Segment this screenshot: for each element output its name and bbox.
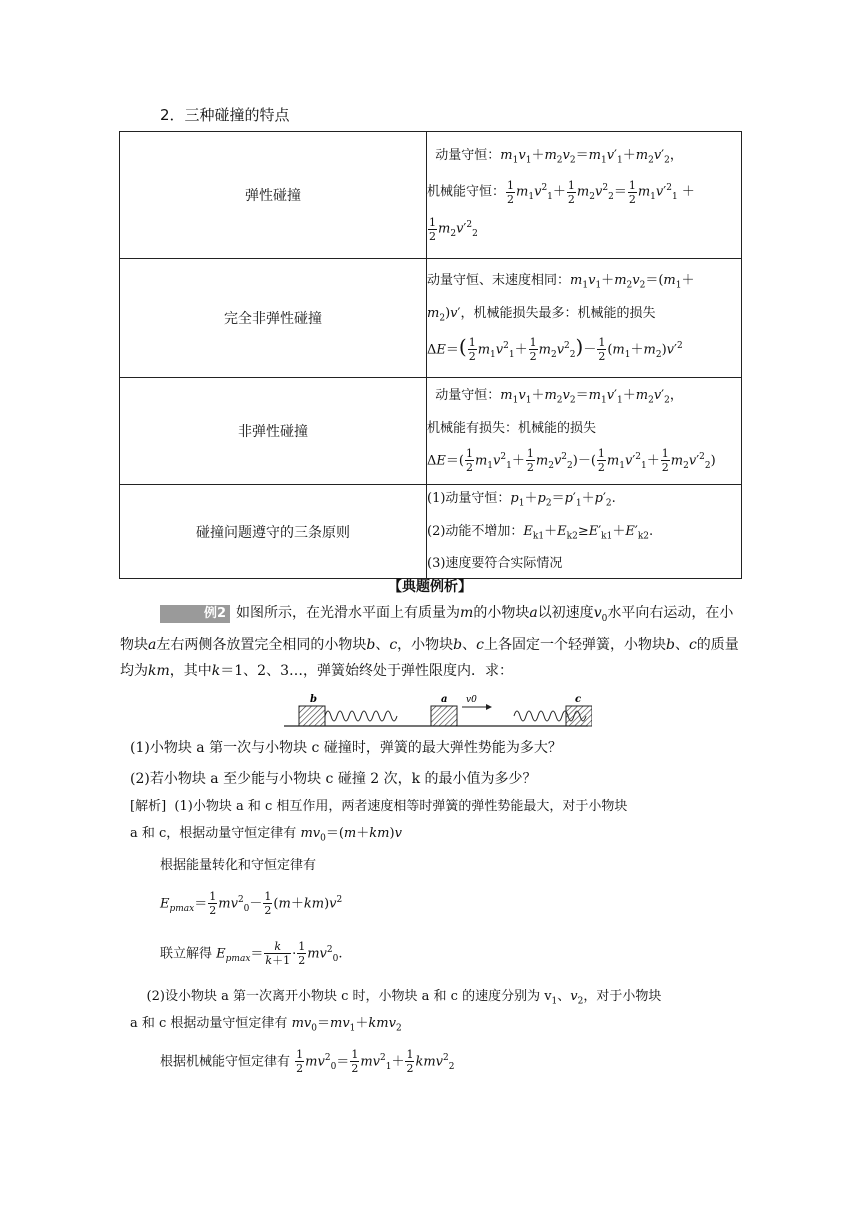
solution-formula: $E_{pmax}=$ $\frac{1}{2}$ $mv^2_0-$ $\frac{1}{2}$ $(m+km)v^2$	[160, 890, 343, 918]
collision-type: 碰撞问题遵守的三条原则	[120, 485, 427, 579]
label-c: c	[575, 694, 582, 705]
table-row	[120, 259, 742, 378]
label-a: a	[441, 694, 448, 705]
collision-type: 弹性碰撞	[120, 132, 427, 259]
collision-description: (1)动量守恒：$p_1+p_2=p'_1+p'_2$. (2)动能不增加：$E_{k1}+E_{k2}\ge E'_{k1}+E'_{k2}$. (3)速度要符合实际情况	[427, 485, 742, 579]
table-row	[120, 378, 742, 485]
label-v0: v0	[466, 695, 477, 705]
collision-description: 动量守恒、末速度相同：$m_1v_1+m_2v_2=(m_1+$ $m_2)v'$，机械能损失最多：机械能的损失 ΔE＝( $\frac{1}{2}$ $m_1v^2_1+$ $\frac{1}{2}$ $m_2v^2_2)-$ $\frac{1}{2}$ $(m_1+m_2)v'^2$	[427, 259, 742, 378]
section-title: 2．三种碰撞的特点	[160, 106, 290, 124]
example-problem: 例2 如图所示，在光滑水平面上有质量为m的小物块a以初速度$v_0$水平向右运动，在小物块a左右两侧各放置完全相同的小物块b、c，小物块b、c上各固定一个轻弹簧，小物块b、c的质量均为km，其中k＝1、2、3…，弹簧始终处于弹性限度内．求：	[120, 605, 739, 679]
table-row	[120, 485, 742, 579]
example-badge: 例2	[160, 605, 230, 623]
typical-example-heading: 【典题例析】	[388, 579, 472, 595]
collision-description: 动量守恒：$m_1v_1+m_2v_2=m_1v'_1+m_2v'_2$， 机械能守恒： $\frac{1}{2}$ $m_1v^2_1+$ $\frac{1}{2}$ $m_2v^2_2=$ $\frac{1}{2}$ $m_1v'^2_1$ ＋ $\frac{1}{2}$ $m_2v'^2_2$	[427, 132, 742, 259]
collision-type: 完全非弹性碰撞	[120, 259, 427, 378]
block-c	[566, 706, 592, 726]
question-2: (2)若小物块 a 至少能与小物块 c 碰撞 2 次，k 的最小值为多少？	[130, 771, 537, 787]
spring-left	[325, 711, 397, 721]
solution-line: 根据能量转化和守恒定律有	[160, 858, 317, 873]
collision-type: 非弹性碰撞	[120, 378, 427, 485]
spring-blocks-figure	[282, 690, 592, 730]
solution-line: a 和 c 根据动量守恒定律有 $mv_0=mv_1+kmv_2$	[130, 1016, 402, 1034]
question-1: (1)小物块 a 第一次与小物块 c 碰撞时，弹簧的最大弹性势能为多大？	[130, 740, 562, 756]
solution-formula: 联立解得 $E_{pmax}=$ $\frac{k}{k+1}$ · $\frac{1}{2}$ $mv^2_0$.	[160, 940, 343, 968]
label-b: b	[310, 694, 317, 705]
block-a	[431, 706, 457, 726]
solution-line: a 和 c，根据动量守恒定律有 $mv_0=(m+km)v$	[130, 826, 402, 844]
collision-description: 动量守恒：$m_1v_1+m_2v_2=m_1v'_1+m_2v'_2$， 机械能有损失：机械能的损失 ΔE＝( $\frac{1}{2}$ $m_1v^2_1+$ $\frac{1}{2}$ $m_2v^2_2)-$( $\frac{1}{2}$ $m_1v'^2_1+$ $\frac{1}{2}$ $m_2v'^2_2$)	[427, 378, 742, 485]
collision-table	[119, 131, 742, 579]
block-b	[299, 706, 325, 726]
table-row	[120, 132, 742, 259]
solution-formula: 根据机械能守恒定律有 $\frac{1}{2}$ $mv^2_0=$ $\frac{1}{2}$ $mv^2_1+$ $\frac{1}{2}$ kmv$^2_2$	[160, 1048, 455, 1076]
solution-line: [解析] (1)小物块 a 和 c 相互作用，两者速度相等时弹簧的弹性势能最大，对于小物块	[130, 799, 628, 814]
solution-line: (2)设小物块 a 第一次离开小物块 c 时，小物块 a 和 c 的速度分别为 $v_1$、$v_2$，对于小物块	[146, 989, 662, 1007]
